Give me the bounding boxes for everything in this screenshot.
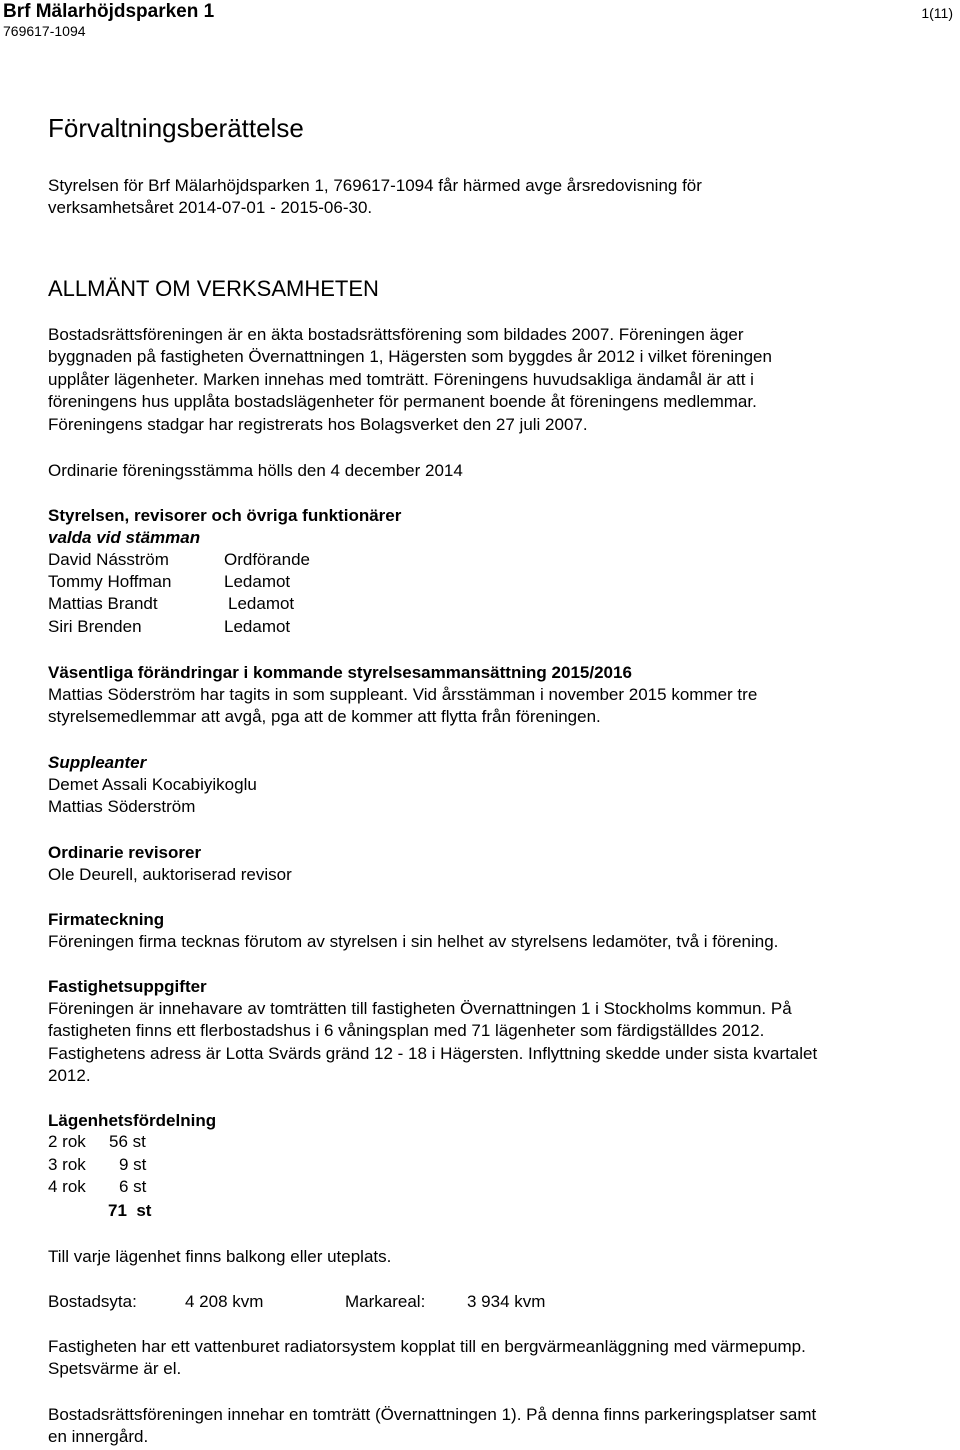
paragraph-line: Bostadsrättsföreningen innehar en tomträtt (Övernattningen 1). På denna finns parkeringsplatser samt	[48, 1405, 817, 1424]
member-role: Ledamot	[224, 572, 291, 591]
paragraph-line: Mattias Söderström har tagits in som suppleant. Vid årsstämman i november 2015 kommer tre	[48, 685, 758, 704]
paragraph-line: Fastighetens adress är Lotta Svärds gränd 12 - 18 i Hägersten. Inflyttning skedde under sista kvartalet	[48, 1043, 818, 1063]
signatory-text: Föreningen firma tecknas förutom av styrelsen i sin helhet av styrelsens ledamöter, två i förening.	[48, 932, 779, 951]
deputy-name: Demet Assali Kocabiyikoglu	[48, 775, 257, 794]
signatory-heading: Firmateckning	[48, 910, 165, 929]
member-role: Ledamot	[228, 594, 295, 613]
balcony-text: Till varje lägenhet finns balkong eller uteplats.	[48, 1247, 392, 1266]
paragraph-line: fastigheten finns ett flerbostadshus i 6 våningsplan med 71 lägenheter som färdigställdes 2012.	[48, 1021, 765, 1041]
paragraph-line: föreningens hus upplåta bostadslägenheter för permanent boende åt föreningens medlemmar.	[48, 392, 757, 412]
changes-heading: Väsentliga förändringar i kommande styrelsesammansättning 2015/2016	[48, 663, 632, 682]
intro-line: verksamhetsåret 2014-07-01 - 2015-06-30.	[48, 198, 373, 218]
auditors-heading: Ordinarie revisorer	[48, 843, 202, 862]
page-title: Förvaltningsberättelse	[48, 113, 304, 143]
paragraph-line: 2012.	[48, 1066, 91, 1086]
page-indicator: 1(11)	[921, 5, 953, 21]
living-area-label: Bostadsyta:	[48, 1292, 137, 1311]
member-name: David Násström	[48, 550, 169, 569]
deputy-name: Mattias Söderström	[48, 797, 196, 817]
member-role: Ledamot	[224, 617, 291, 636]
apartment-type: 4 rok	[48, 1177, 86, 1196]
paragraph-line: Föreningens stadgar har registrerats hos Bolagsverket den 27 juli 2007.	[48, 414, 588, 434]
paragraph-line: en innergård.	[48, 1427, 149, 1447]
apartment-count: 56 st	[109, 1132, 146, 1151]
board-heading: Styrelsen, revisorer och övriga funktionärer	[48, 506, 402, 525]
property-heading: Fastighetsuppgifter	[48, 977, 207, 996]
apartment-count: 9 st	[119, 1155, 147, 1174]
parking-paragraph	[48, 1404, 816, 1449]
apartment-count: 6 st	[119, 1177, 147, 1196]
apartment-type: 2 rok	[48, 1132, 86, 1151]
paragraph-line: byggnaden på fastigheten Övernattningen 1, Hägersten som byggdes år 2012 i vilket föreningen	[48, 347, 772, 367]
apartments-heading: Lägenhetsfördelning	[48, 1111, 217, 1130]
auditors-text: Ole Deurell, auktoriserad revisor	[48, 865, 292, 884]
deputies-list	[48, 774, 257, 819]
section-heading-general: ALLMÄNT OM VERKSAMHETEN	[48, 276, 379, 301]
paragraph-line: styrelsemedlemmar att avgå, pga att de kommer att flytta från föreningen.	[48, 707, 601, 727]
member-name: Tommy Hoffman	[48, 572, 172, 591]
paragraph-line: upplåter lägenheter. Marken innehas med tomträtt. Föreningens huvudsakliga ändamål är att i	[48, 369, 754, 389]
organization-name: Brf Mälarhöjdsparken 1	[3, 1, 215, 22]
member-name: Mattias Brandt	[48, 594, 158, 613]
paragraph-line: Spetsvärme är el.	[48, 1359, 182, 1379]
member-role: Ordförande	[224, 550, 310, 569]
apartment-total: 71 st	[108, 1201, 152, 1220]
heating-paragraph	[48, 1336, 806, 1381]
intro-line: Styrelsen för Brf Mälarhöjdsparken 1, 769617-1094 får härmed avge årsredovisning för	[48, 176, 702, 195]
general-paragraph	[48, 324, 772, 436]
land-area-value: 3 934 kvm	[467, 1292, 546, 1311]
changes-paragraph	[48, 684, 757, 729]
apartment-type: 3 rok	[48, 1155, 86, 1174]
paragraph-line: Föreningen är innehavare av tomträtten till fastigheten Övernattningen 1 i Stockholms kommun. På	[48, 999, 792, 1018]
property-paragraph	[48, 998, 817, 1088]
intro-paragraph	[48, 175, 702, 220]
meeting-text: Ordinarie föreningsstämma hölls den 4 december 2014	[48, 461, 463, 480]
deputies-heading: Suppleanter	[48, 753, 147, 772]
paragraph-line: Fastigheten har ett vattenburet radiatorsystem kopplat till en bergvärmeanläggning med värmepump.	[48, 1337, 806, 1356]
member-name: Siri Brenden	[48, 617, 142, 636]
living-area-value: 4 208 kvm	[185, 1292, 264, 1311]
land-area-label: Markareal:	[345, 1292, 426, 1311]
board-subheading: valda vid stämman	[48, 528, 201, 547]
organization-number: 769617-1094	[3, 23, 86, 39]
paragraph-line: Bostadsrättsföreningen är en äkta bostadsrättsförening som bildades 2007. Föreningen äger	[48, 325, 744, 344]
